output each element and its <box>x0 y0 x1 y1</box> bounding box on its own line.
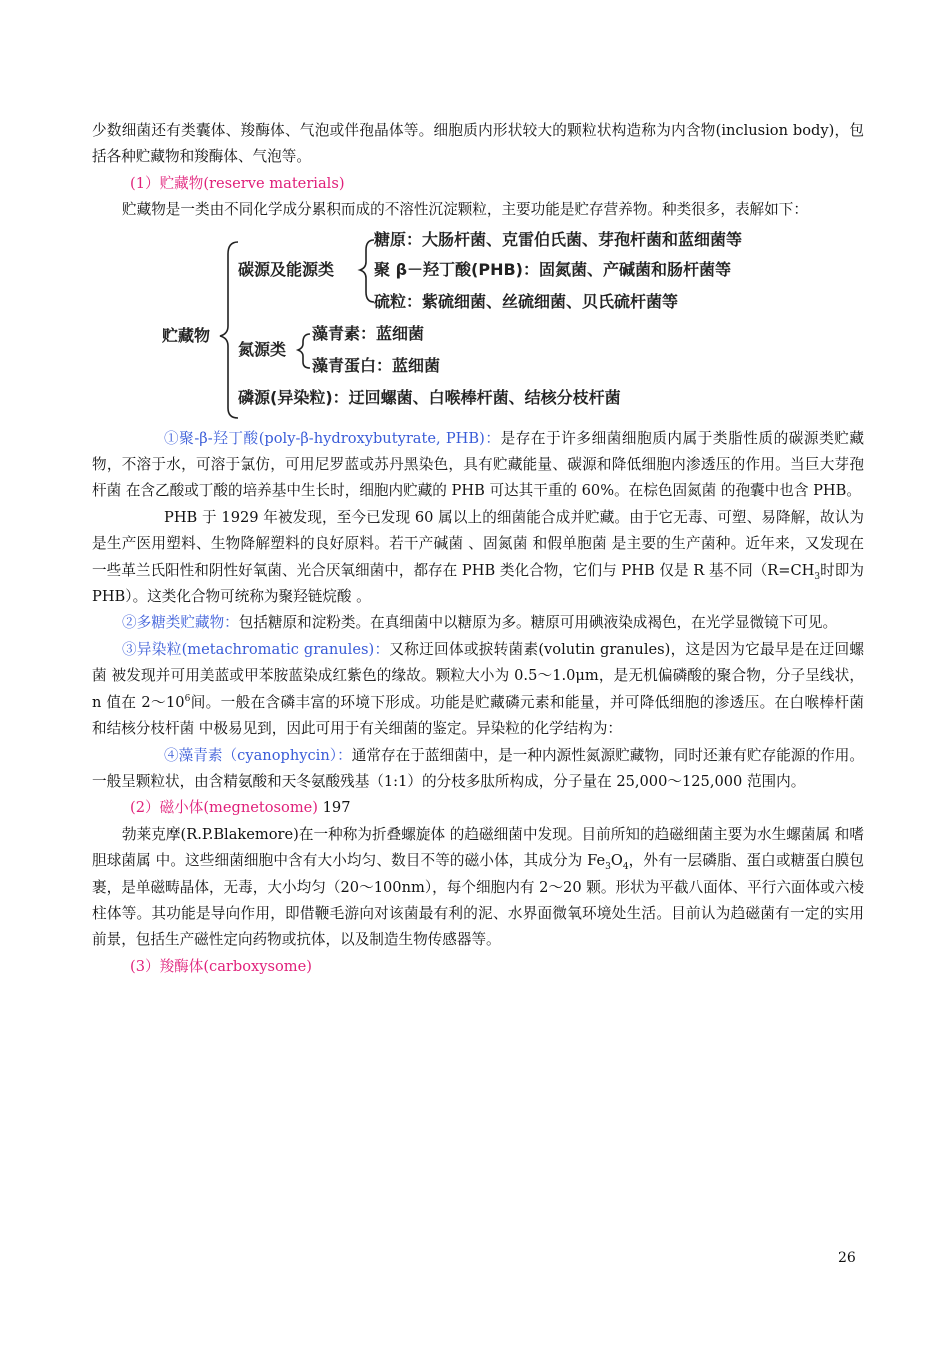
paragraph-phb-2 <box>92 505 864 611</box>
cyanophycin-text: 通常存在于蓝细菌中，是一种内源性氮源贮藏物，同时还兼有贮存能源的作用。一般呈颗粒状，由含精氨酸和天冬氨酸残基（1:1）的分枝多肽所构成，分子量在 25,000～125,000 范围内。 <box>92 746 864 790</box>
section-heading-reserve-materials: (1）贮藏物(reserve materials) <box>130 174 345 192</box>
magnetosome-text: 勃莱克摩(R.P.Blakemore)在一种称为折叠螺旋体 的趋磁细菌中发现。目前所知的趋磁细菌主要为水生螺菌属 和嗜胆球菌属 中。这些细菌细胞中含有大小均匀、数目不等的磁小体，其成分为 Fe <box>92 825 864 870</box>
fe-subscript: 3 <box>605 862 611 873</box>
paragraph-phb <box>92 426 864 505</box>
magnetosome-o: O <box>610 852 623 870</box>
metachromatic-text: 又称迂回体或捩转菌素(volutin granules)，这是因为它最早是在迂回螺菌 被发现并可用美蓝或甲苯胺蓝染成红紫色的缘故。颗粒大小为 0.5～1.0μm，是无机偏磷酸的聚合物，分子呈线状，n 值在 2～10 <box>92 640 864 711</box>
diagram-sulfur: 硫粒：紫硫细菌、丝硫细菌、贝氏硫杆菌等 <box>374 291 679 311</box>
page-number: 26 <box>838 1250 856 1266</box>
diagram-carbon-label: 碳源及能源类 <box>238 259 335 279</box>
page-body <box>92 118 864 980</box>
magnetosome-number: 197 <box>318 799 351 817</box>
phb-subscript: 3 <box>814 571 821 582</box>
diagram-glycogen: 糖原：大肠杆菌、克雷伯氏菌、芽孢杆菌和蓝细菌等 <box>374 229 743 249</box>
reserve-materials-diagram <box>92 228 864 424</box>
paragraph-cyanophycin <box>92 743 864 796</box>
paragraph-polysaccharide <box>92 610 864 636</box>
paragraph-reserve-intro: 贮藏物是一类由不同化学成分累积而成的不溶性沉淀颗粒，主要功能是贮存营养物。种类很多，表解如下： <box>122 201 808 219</box>
diagram-phycocyanin: 藻青蛋白：蓝细菌 <box>312 355 441 375</box>
o-subscript: 4 <box>622 862 629 873</box>
diagram-root-label: 贮藏物 <box>162 325 211 345</box>
magnetosome-heading: (2）磁小体(megnetosome) <box>130 799 318 817</box>
term-metachromatic: ③异染粒(metachromatic granules)： <box>122 640 390 658</box>
polysaccharide-text: 包括糖原和淀粉类。在真细菌中以糖原为多。糖原可用碘液染成褐色，在光学显微镜下可见。 <box>238 614 838 632</box>
root-brace <box>220 242 238 418</box>
term-cyanophycin: ④藻青素（cyanophycin）： <box>164 746 352 764</box>
phb-p2-end: 时即为 PHB）。这类化合物可统称为聚羟链烷酸 。 <box>92 561 864 606</box>
metachromatic-text-end: 间。一般在含磷丰富的环境下形成。功能是贮藏磷元素和能量，并可降低细胞的渗透压。在白喉棒杆菌 和结核分枝杆菌 中极易见到，因此可用于有关细菌的鉴定。异染粒的化学结构为： <box>92 693 864 738</box>
paragraph-metachromatic <box>92 637 864 743</box>
nitrogen-brace <box>298 334 310 368</box>
phb-p2-text: PHB 于 1929 年被发现，至今已发现 60 属以上的细菌能合成并贮藏。由于它无毒、可塑、易降解，故认为是生产医用塑料、生物降解塑料的良好原料。若干产碱菌 、固氮菌 和假单胞菌 是主要的生产菌种。近年来，又发现在一些革兰氏阳性和阴性好氧菌、光合厌氧细菌中，都存在 PHB 类化合物，它们与 PHB 仅是 R 基不同（R=CH <box>92 508 864 579</box>
phb-text: 是存在于许多细菌细胞质内属于类脂性质的碳源类贮藏物，不溶于水，可溶于氯仿，可用尼罗蓝或苏丹黑染色，具有贮藏能量、碳源和降低细胞内渗透压的作用。当巨大芽孢杆菌 在含乙酸或丁酸的培养基中生长时，细胞内贮藏的 PHB 可达其干重的 60%。在棕色固氮菌 的孢囊中也含 PHB。 <box>92 429 864 500</box>
diagram-nitrogen-label: 氮源类 <box>238 339 287 359</box>
paragraph-intro: 少数细菌还有类囊体、羧酶体、气泡或伴孢晶体等。细胞质内形状较大的颗粒状构造称为内含物(inclusion body)，包括各种贮藏物和羧酶体、气泡等。 <box>92 122 864 166</box>
term-polysaccharide: ②多糖类贮藏物： <box>122 614 239 632</box>
diagram-cyanophycin: 藻青素：蓝细菌 <box>312 323 425 343</box>
diagram-phb: 聚 β－羟丁酸(PHB)：固氮菌、产碱菌和肠杆菌等 <box>374 259 731 279</box>
term-phb: ①聚-β-羟丁酸(poly-β-hydroxybutyrate, PHB)： <box>164 429 501 447</box>
carbon-brace <box>360 240 374 302</box>
paragraph-magnetosome <box>92 822 864 954</box>
section-heading-carboxysome: (3）羧酶体(carboxysome) <box>130 957 312 975</box>
section-heading-magnetosome <box>92 795 864 821</box>
diagram-phosphorus: 磷源(异染粒)：迂回螺菌、白喉棒杆菌、结核分枝杆菌 <box>238 387 621 407</box>
metachromatic-superscript: 6 <box>184 693 191 704</box>
magnetosome-text-end: ，外有一层磷脂、蛋白或糖蛋白膜包裹，是单磁畴晶体，无毒，大小均匀（20～100nm），每个细胞内有 2～20 颗。形状为平截八面体、平行六面体或六棱柱体等。其功能是导向作用，即借鞭毛游向对该菌最有利的泥、水界面微氧环境处生活。目前认为趋磁菌有一定的实用前景，包括生产磁性定向药物或抗体，以及制造生物传感器等。 <box>92 852 864 949</box>
